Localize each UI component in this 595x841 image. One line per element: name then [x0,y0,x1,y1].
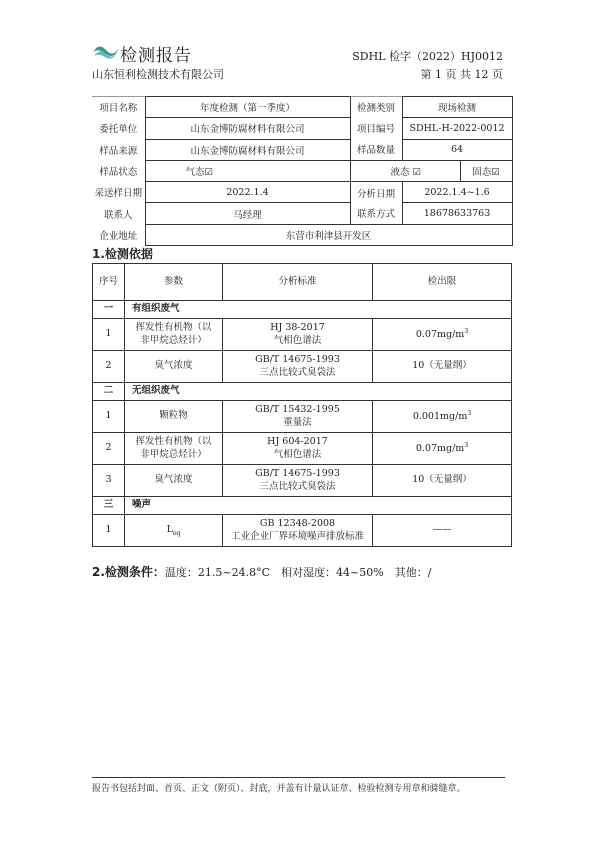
standard-cell [223,465,373,497]
table-row [93,401,512,433]
standard-method: 气相色谱法 [273,448,322,460]
report-title: 检测报告 [120,46,192,66]
info-value: 64 [402,139,512,160]
standard-code: GB/T 14675-1993 [255,354,340,366]
info-value: 山东金博防腐材料有限公司 [145,118,350,139]
standard-method: 气相色谱法 [273,334,322,346]
row-number: 1 [93,319,125,351]
category-number: 二 [93,383,125,401]
test-basis-table [92,263,512,547]
standard-method: 三点比较式臭袋法 [259,366,336,378]
info-value: 山东金博防腐材料有限公司 [145,139,350,160]
parameter-line: 挥发性有机物（以 [135,322,212,334]
standard-method: 三点比较式臭袋法 [259,480,336,492]
info-label: 检测类别 [357,103,396,115]
info-label: 联系人 [103,209,133,221]
limit-cell: 10（无量纲） [373,465,512,497]
limit-value: 0.001mg/m [412,410,468,422]
parameter-cell [125,433,223,465]
table-row [93,351,512,383]
info-label: 联系方式 [357,209,396,221]
column-header: 序号 [93,264,125,301]
parameter-cell: 臭气浓度 [125,351,223,383]
category-number: 一 [93,301,125,319]
parameter-line: 非甲烷总烃计） [140,334,207,346]
category-name: 有组织废气 [125,301,512,319]
column-header: 检出限 [373,264,512,301]
parameter-line: 挥发性有机物（以 [135,436,212,448]
category-row [93,497,512,515]
standard-code: GB/T 15432-1995 [255,404,340,416]
limit-unit-sup: 3 [467,409,472,417]
page-info: 第 1 页 共 12 页 [420,68,503,81]
info-row [92,182,512,203]
table-row [93,515,512,547]
info-row [92,139,512,160]
table-row [93,319,512,351]
info-label: 样品数量 [357,145,396,157]
standard-code: HJ 604-2017 [267,436,328,448]
standard-code: GB 12348-2008 [259,518,336,530]
category-row [93,301,512,319]
footer-divider [92,777,505,778]
category-row [93,383,512,401]
limit-cell [373,319,512,351]
info-label: 项目名称 [99,103,138,115]
parameter-cell [125,319,223,351]
standard-cell [223,515,373,547]
info-value: 2022.1.4 [145,182,350,203]
info-label: 项目编号 [357,124,396,136]
row-number: 2 [93,351,125,383]
column-header: 分析标准 [223,264,373,301]
info-value: 年度检测（第一季度） [145,97,350,118]
category-name: 噪声 [125,497,512,515]
test-conditions [92,563,431,580]
document-number: SDHL 检字（2022）HJ0012 [352,50,503,63]
standard-code: HJ 38-2017 [270,322,325,334]
section-heading: 2.检测条件： [92,565,165,579]
info-value: SDHL-H-2022-0012 [402,118,512,139]
state-gas-checkbox: 气态☑ [145,160,350,181]
info-value: 18678633763 [402,203,512,224]
table-row [93,433,512,465]
standard-cell [223,401,373,433]
table-header-row [93,264,512,301]
category-number: 三 [93,497,125,515]
sample-info-table [92,96,513,246]
standard-method: 重量法 [283,416,312,428]
limit-unit-sup: 3 [464,441,469,449]
parameter-cell [125,515,223,547]
state-liquid-checkbox: 液态 ☑ [350,160,460,181]
row-number: 1 [93,515,125,547]
info-label: 委托单位 [99,124,138,136]
conditions-text: 温度：21.5~24.8°C 相对湿度：44~50% 其他：/ [164,566,432,579]
limit-cell [373,401,512,433]
standard-cell [223,351,373,383]
standard-method: 工业企业厂界环境噪声排放标准 [230,530,364,542]
category-name: 无组织废气 [125,383,512,401]
parameter-line: 非甲烷总烃计） [140,448,207,460]
info-row [92,160,512,181]
info-value: 马经理 [145,203,350,224]
parameter-cell: 颗粒物 [125,401,223,433]
info-label: 分析日期 [357,188,396,200]
parameter-symbol: L [166,523,173,535]
info-value: 东营市利津县开发区 [145,224,512,245]
company-name: 山东恒利检测技术有限公司 [92,68,224,81]
column-header: 参数 [125,264,223,301]
limit-cell [373,433,512,465]
section-heading: 1.检测依据 [92,247,153,261]
info-label: 采送样日期 [94,188,142,200]
state-solid-checkbox: 固态☑ [460,160,512,181]
limit-unit-sup: 3 [464,327,469,335]
limit-value: 0.07mg/m [415,442,465,454]
row-number: 3 [93,465,125,497]
parameter-subscript: eq [172,529,181,537]
company-logo-icon [92,42,120,62]
row-number: 1 [93,401,125,433]
info-row [92,203,512,224]
info-label: 企业地址 [99,230,138,242]
table-row [93,465,512,497]
limit-cell: —— [373,515,512,547]
info-value: 现场检测 [402,97,512,118]
parameter-cell: 臭气浓度 [125,465,223,497]
standard-cell [223,319,373,351]
info-row [92,118,512,139]
standard-code: GB/T 14675-1993 [255,468,340,480]
footer-note: 报告书包括封面、首页、正文（附页）、封底，并盖有计量认证章、检验检测专用章和骑缝章。 [92,784,466,794]
info-value: 2022.1.4~1.6 [402,182,512,203]
info-label: 样品状态 [99,167,138,179]
standard-cell [223,433,373,465]
limit-value: 0.07mg/m [415,328,465,340]
row-number: 2 [93,433,125,465]
info-row [92,97,512,118]
info-row [92,224,512,245]
info-label: 样品来源 [99,145,138,157]
limit-cell: 10（无量纲） [373,351,512,383]
